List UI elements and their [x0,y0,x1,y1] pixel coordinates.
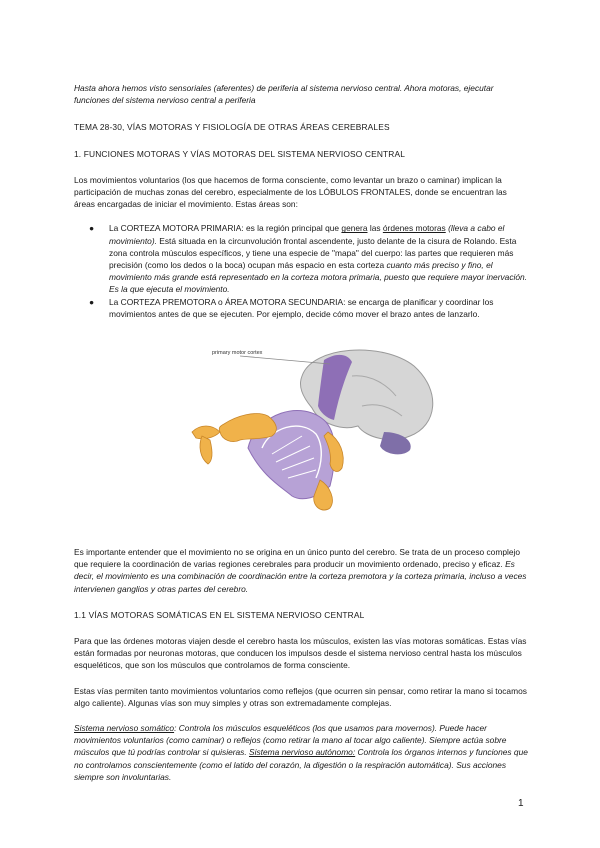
section11-heading: 1.1 VÍAS MOTORAS SOMÁTICAS EN EL SISTEMA NERVIOSO CENTRAL [74,609,365,620]
motor-areas-list [74,222,529,320]
section1-paragraph-2: Es importante entender que el movimiento no se origina en un único punto del cerebro. Se trata de un proceso complejo que requiere la coordinación de varias regiones cerebrales para producir un movimiento ordenado, preciso y eficaz. Es decir, el movimiento es una combinación de coordinación entre la corteza premotora y la corteza primaria, incluso a veces intervienen ganglios y otras partes del cerebro. [74,547,527,594]
homunculus-figure [219,414,276,442]
figure-label: primary motor cortex [211,350,262,357]
section11-paragraph-1: Para que las órdenes motoras viajen desde el cerebro hasta los músculos, existen las vías motoras somáticas. Estas vías están formadas por neuronas motoras, que conducen los impulsos desde el sistema nervioso central hasta los músculos esqueléticos, que son los músculos que controlamos de forma consciente. [74,636,527,671]
motor-cortex-figure [152,336,452,526]
list-item: ● La CORTEZA PREMOTORA o ÁREA MOTORA SECUNDARIA: se encarga de planificar y coordinar los movimientos antes de que se ejecuten. Por ejemplo, decide cómo mover el brazo antes de lanzarlo. [89,296,494,319]
nervous-system-note: Sistema nervioso somático: Controla los músculos esqueléticos (los que usamos para movernos). Puede hacer movimientos voluntarios (como caminar) o reflejos (como retirar la mano al tocar algo caliente). Siempre actúa sobre músculos que tú podrías controlar si quisieras. Sistema nervioso autónomo: Controla los órganos internos y funciones que no controlamos conscientemente (como el latido del corazón, la digestión o la respiración automática). Sus acciones siempre son involuntarias. [74,723,528,782]
document-page [74,82,529,783]
section11-paragraph-2: Estas vías permiten tanto movimientos voluntarios como reflejos (que ocurren sin pensar, como retirar la mano si tocamos algo caliente). Algunas vías son muy simples y otras son extremadamente complejas. [74,685,527,708]
page-number: 1 [518,798,524,809]
intro-note: Hasta ahora hemos visto sensoriales (aferentes) de periferia al sistema nervioso central. Ahora motoras, ejecutar funciones del sistema nervioso central a periferia [74,83,494,106]
brain-homunculus-illustration [152,336,452,526]
section1-heading: 1. FUNCIONES MOTORAS Y VÍAS MOTORAS DEL SISTEMA NERVIOSO CENTRAL [74,148,406,159]
section1-paragraph: Los movimientos voluntarios (los que hacemos de forma consciente, como levantar un brazo o caminar) implican la participación de muchas zonas del cerebro, especialmente de los LÓBULOS FRONTALES, donde se encuentran las áreas encargadas de iniciar el movimiento. Estas áreas son: [74,174,507,210]
bullet-icon: ● [89,223,95,234]
page-title: TEMA 28-30, VÍAS MOTORAS Y FISIOLOGÍA DE OTRAS ÁREAS CEREBRALES [74,122,390,133]
list-item: ● La CORTEZA MOTORA PRIMARIA: es la región principal que genera las órdenes motoras (lleva a cabo el movimiento). Está situada en la circunvolución frontal ascendente, justo delante de la cisura de Rolando. Esta zona controla músculos específicos, y tiene una especie de "mapa" del cuerpo: las partes que requieren más precisión (como los dedos o la boca) ocupan más espacio en esta corteza cuanto más preciso y fino, el movimiento más grande está representado en la corteza motora primaria, puesto que requiere mayor inervación. Es la que ejecuta el movimiento. [89,223,528,295]
bullet-icon: ● [89,296,95,307]
